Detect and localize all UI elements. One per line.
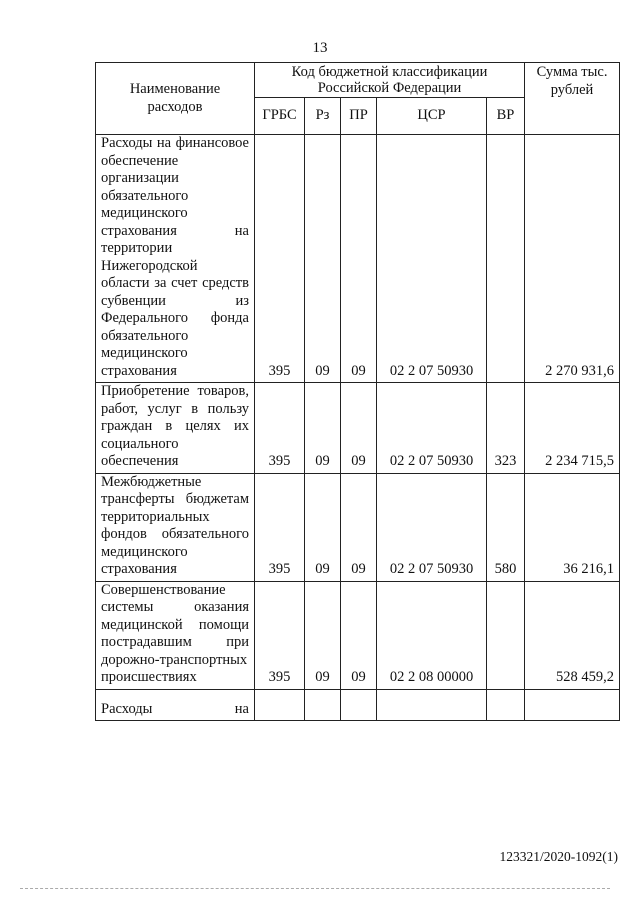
row-csr: 02 2 07 50930	[377, 135, 487, 383]
row-vr	[487, 135, 525, 383]
row-csr: 02 2 07 50930	[377, 383, 487, 474]
header-vr: ВР	[487, 98, 525, 135]
scan-edge-divider	[20, 888, 610, 889]
row-csr	[377, 689, 487, 721]
row-vr: 323	[487, 383, 525, 474]
table-body	[96, 135, 620, 721]
row-vr: 580	[487, 473, 525, 581]
header-sum: Сумма тыс. рублей	[525, 63, 620, 135]
header-grbs: ГРБС	[255, 98, 305, 135]
row-vr	[487, 581, 525, 689]
row-name: Межбюджетные трансферты бюджетам территориальных фондов обязательного медицинского страхования	[96, 473, 255, 581]
budget-table	[95, 62, 620, 721]
table-row	[96, 135, 620, 383]
header-rz: Рз	[305, 98, 341, 135]
row-pr: 09	[341, 135, 377, 383]
row-pr	[341, 689, 377, 721]
page-number: 13	[312, 40, 328, 56]
row-rz: 09	[305, 135, 341, 383]
header-name: Наименование расходов	[96, 63, 255, 135]
row-csr: 02 2 08 00000	[377, 581, 487, 689]
header-pr: ПР	[341, 98, 377, 135]
row-pr: 09	[341, 383, 377, 474]
header-csr: ЦСР	[377, 98, 487, 135]
row-sum: 36 216,1	[525, 473, 620, 581]
row-grbs	[255, 689, 305, 721]
table-row	[96, 383, 620, 474]
row-name: Расходы на финансовое обеспечение организации обязательного медицинского страхования на территории Нижегородской области за счет средств субвенции из Федерального фонда обязательного медицинского страхования	[96, 135, 255, 383]
header-code-group: Код бюджетной классификации Российской Федерации	[255, 63, 525, 98]
row-name: Совершенствование системы оказания медицинской помощи пострадавшим при дорожно-транспортных происшествиях	[96, 581, 255, 689]
row-grbs: 395	[255, 473, 305, 581]
row-pr: 09	[341, 581, 377, 689]
table-row	[96, 689, 620, 721]
row-pr: 09	[341, 473, 377, 581]
row-rz: 09	[305, 383, 341, 474]
row-name: Расходы на	[96, 689, 255, 721]
row-rz: 09	[305, 473, 341, 581]
row-csr: 02 2 07 50930	[377, 473, 487, 581]
row-grbs: 395	[255, 581, 305, 689]
table-header	[96, 63, 620, 135]
row-vr	[487, 689, 525, 721]
row-sum: 528 459,2	[525, 581, 620, 689]
row-grbs: 395	[255, 135, 305, 383]
row-rz	[305, 689, 341, 721]
table-row	[96, 581, 620, 689]
table-row	[96, 473, 620, 581]
row-sum: 2 234 715,5	[525, 383, 620, 474]
row-rz: 09	[305, 581, 341, 689]
document-reference: 123321/2020-1092(1)	[499, 849, 618, 864]
row-sum: 2 270 931,6	[525, 135, 620, 383]
row-name: Приобретение товаров, работ, услуг в пользу граждан в целях их социального обеспечения	[96, 383, 255, 474]
row-grbs: 395	[255, 383, 305, 474]
row-sum	[525, 689, 620, 721]
